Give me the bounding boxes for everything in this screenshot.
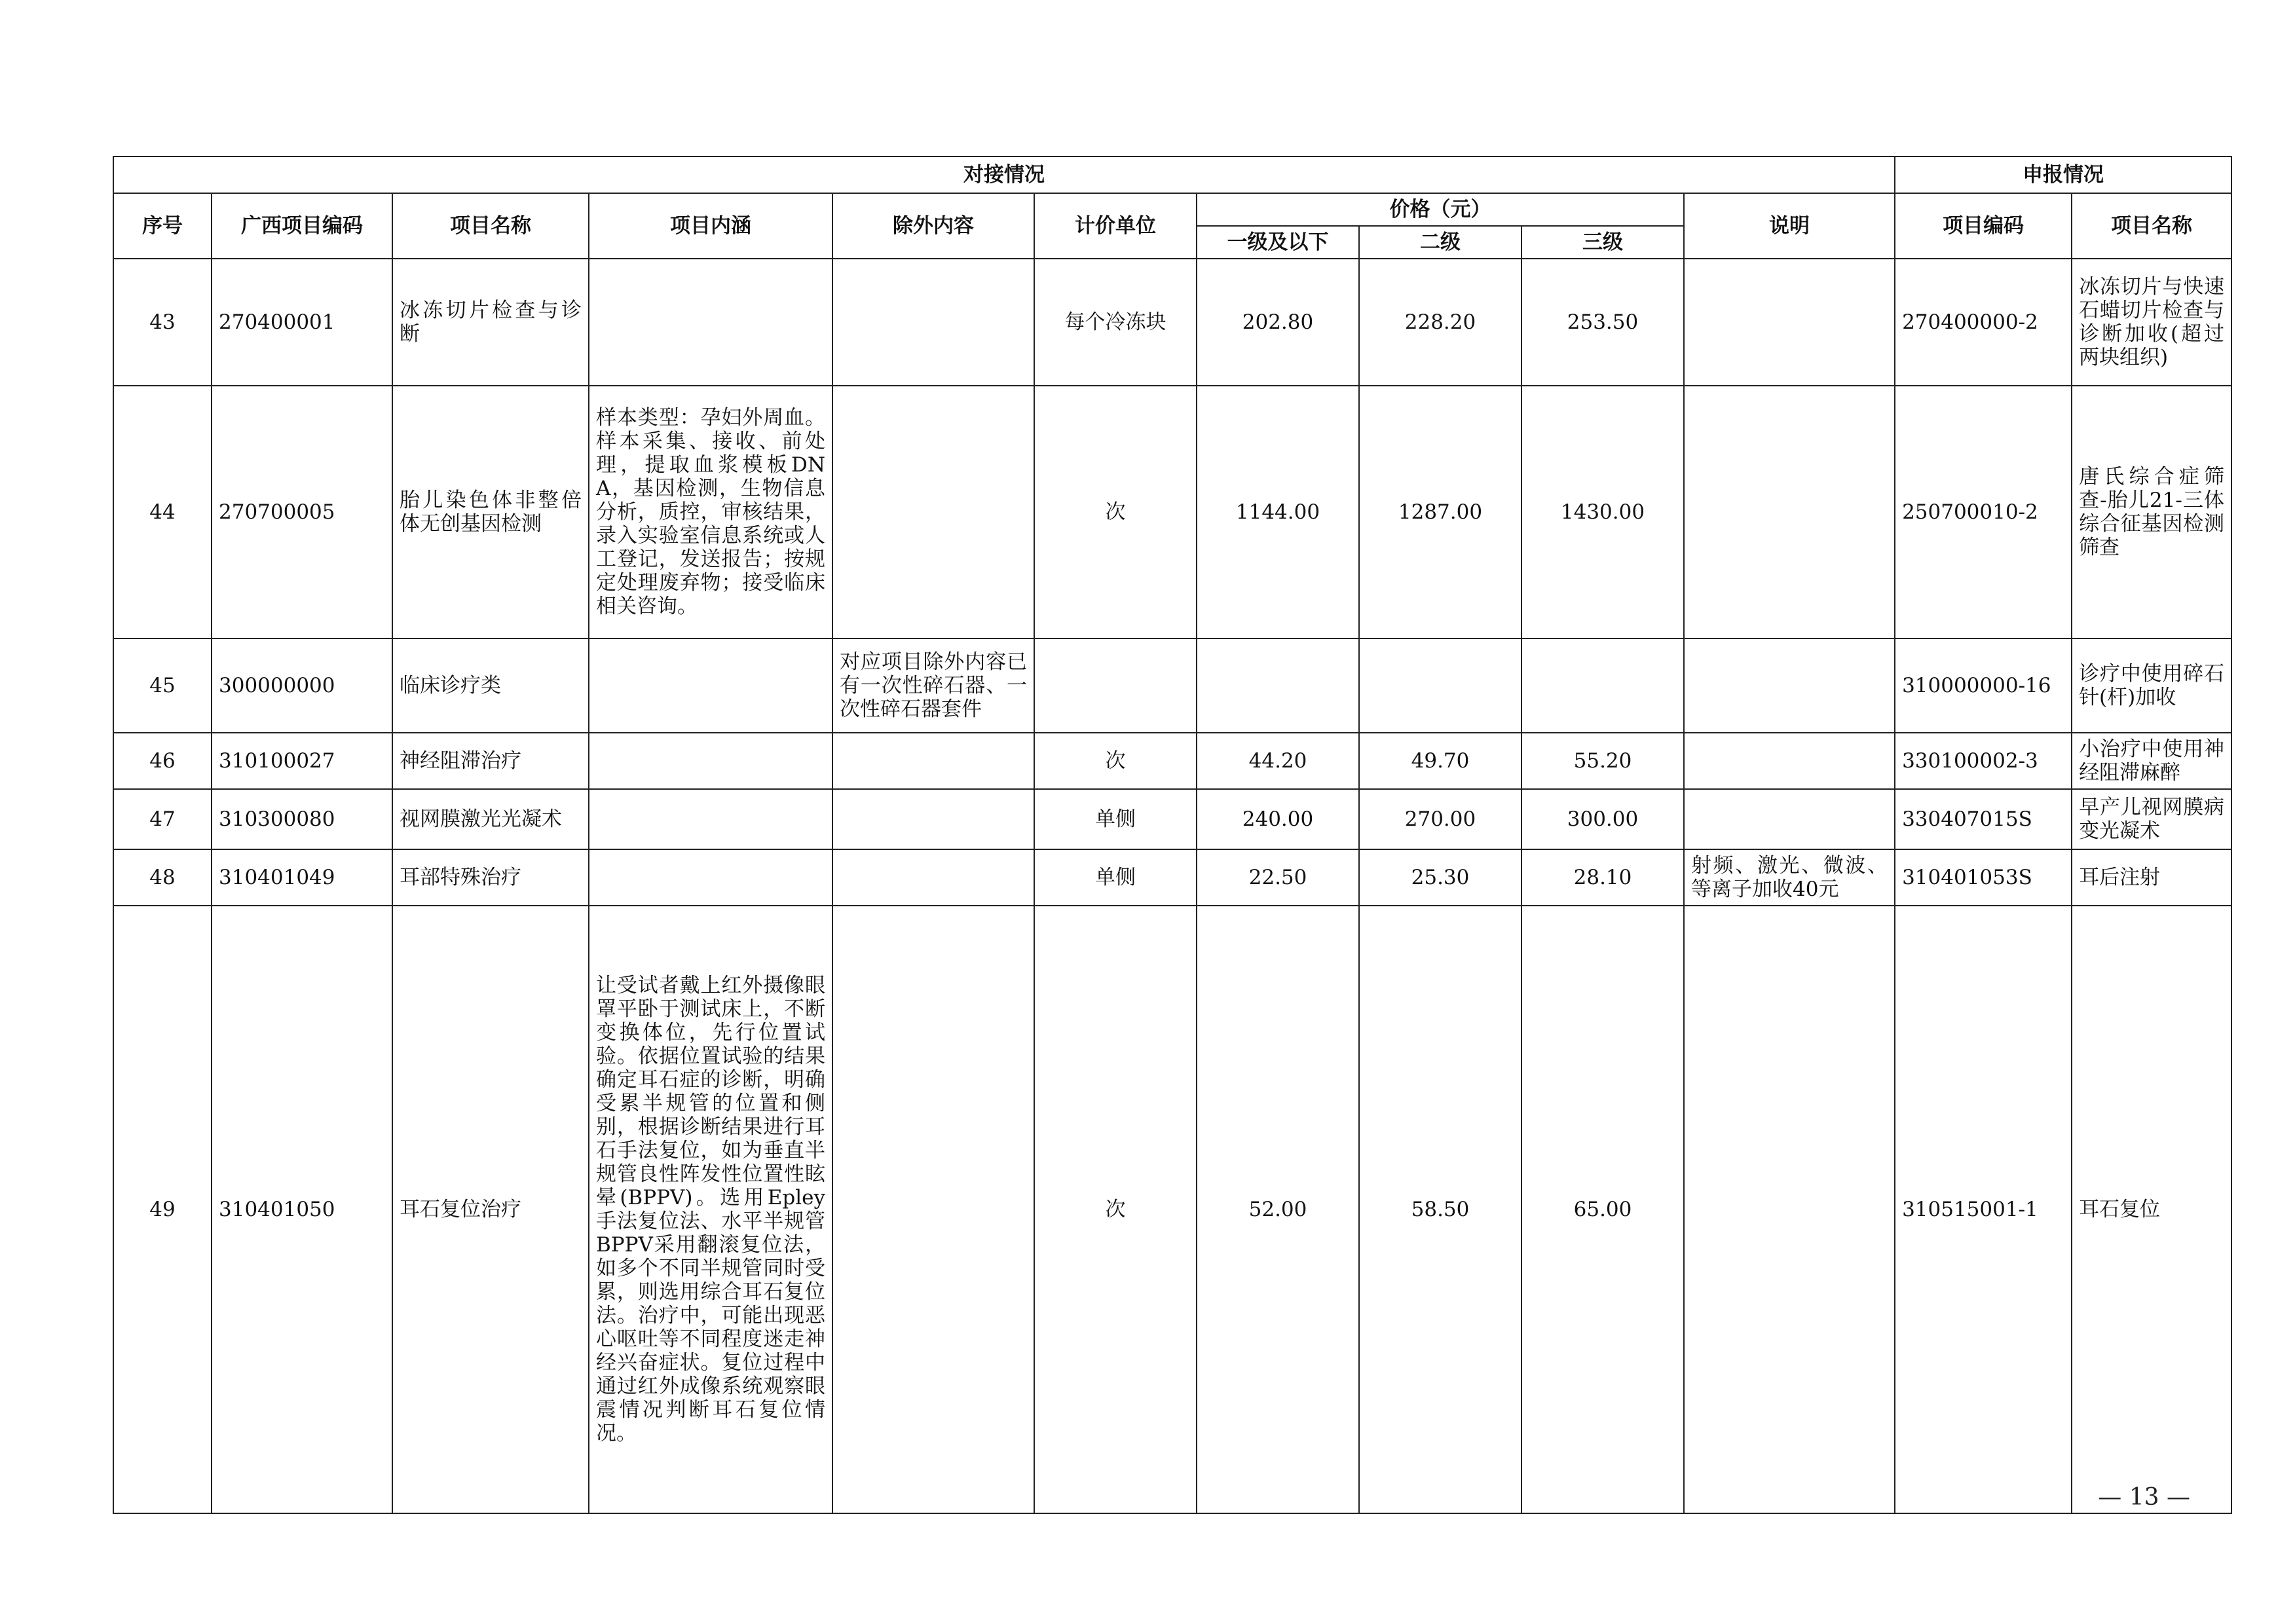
cell-content	[589, 849, 832, 906]
cell-gx-code: 310300080	[212, 789, 392, 849]
cell-price-level3: 1430.00	[1521, 386, 1684, 638]
cell-exclusions	[832, 789, 1034, 849]
cell-decl-name: 耳石复位	[2072, 906, 2231, 1513]
header-content: 项目内涵	[589, 193, 832, 259]
cell-unit: 次	[1034, 906, 1197, 1513]
cell-unit: 次	[1034, 733, 1197, 789]
header-exclusions: 除外内容	[832, 193, 1034, 259]
cell-decl-name: 小治疗中使用神经阻滞麻醉	[2072, 733, 2231, 789]
cell-price-level1: 52.00	[1197, 906, 1359, 1513]
cell-decl-code: 310515001-1	[1895, 906, 2072, 1513]
cell-decl-code: 330100002-3	[1895, 733, 2072, 789]
cell-seq: 45	[113, 638, 212, 733]
cell-notes	[1684, 733, 1895, 789]
cell-unit: 次	[1034, 386, 1197, 638]
cell-gx-code: 310401049	[212, 849, 392, 906]
cell-decl-code: 270400000-2	[1895, 259, 2072, 386]
cell-name: 耳石复位治疗	[392, 906, 589, 1513]
header-price-level3: 三级	[1521, 226, 1684, 259]
cell-seq: 44	[113, 386, 212, 638]
cell-decl-name: 耳后注射	[2072, 849, 2231, 906]
cell-price-level2: 58.50	[1359, 906, 1521, 1513]
table-row	[113, 259, 2231, 386]
table-row	[113, 638, 2231, 733]
cell-decl-code: 310401053S	[1895, 849, 2072, 906]
cell-price-level2: 270.00	[1359, 789, 1521, 849]
cell-price-level2: 49.70	[1359, 733, 1521, 789]
cell-decl-code: 330407015S	[1895, 789, 2072, 849]
cell-price-level1: 22.50	[1197, 849, 1359, 906]
cell-gx-code: 310401050	[212, 906, 392, 1513]
header-seq: 序号	[113, 193, 212, 259]
group-header-docking: 对接情况	[113, 157, 1895, 193]
cell-gx-code: 270700005	[212, 386, 392, 638]
header-name: 项目名称	[392, 193, 589, 259]
cell-content	[589, 733, 832, 789]
cell-content: 样本类型：孕妇外周血。样本采集、接收、前处理，提取血浆模板DNA，基因检测，生物信息分析，质控，审核结果，录入实验室信息系统或人工登记，发送报告；按规定处理废弃物；接受临床相关咨询。	[589, 386, 832, 638]
cell-name: 神经阻滞治疗	[392, 733, 589, 789]
cell-content	[589, 259, 832, 386]
cell-name: 视网膜激光光凝术	[392, 789, 589, 849]
cell-decl-name: 诊疗中使用碎石针(杆)加收	[2072, 638, 2231, 733]
cell-decl-name: 唐氏综合症筛查-胎儿21-三体综合征基因检测筛查	[2072, 386, 2231, 638]
header-price-group: 价格（元）	[1197, 193, 1684, 226]
cell-exclusions	[832, 259, 1034, 386]
cell-price-level1: 202.80	[1197, 259, 1359, 386]
cell-unit: 单侧	[1034, 789, 1197, 849]
cell-price-level1: 1144.00	[1197, 386, 1359, 638]
cell-exclusions: 对应项目除外内容已有一次性碎石器、一次性碎石器套件	[832, 638, 1034, 733]
cell-price-level2: 228.20	[1359, 259, 1521, 386]
cell-price-level1	[1197, 638, 1359, 733]
cell-unit	[1034, 638, 1197, 733]
header-gx-code: 广西项目编码	[212, 193, 392, 259]
cell-seq: 46	[113, 733, 212, 789]
cell-gx-code: 300000000	[212, 638, 392, 733]
cell-name: 冰冻切片检查与诊断	[392, 259, 589, 386]
group-header-declaration: 申报情况	[1895, 157, 2231, 193]
header-decl-code: 项目编码	[1895, 193, 2072, 259]
table-row	[113, 789, 2231, 849]
cell-price-level3: 55.20	[1521, 733, 1684, 789]
cell-name: 临床诊疗类	[392, 638, 589, 733]
header-price-level2: 二级	[1359, 226, 1521, 259]
pricing-table	[113, 156, 2232, 1514]
cell-content	[589, 789, 832, 849]
cell-decl-code: 310000000-16	[1895, 638, 2072, 733]
cell-price-level3: 300.00	[1521, 789, 1684, 849]
cell-decl-name: 早产儿视网膜病变光凝术	[2072, 789, 2231, 849]
cell-seq: 47	[113, 789, 212, 849]
cell-unit: 单侧	[1034, 849, 1197, 906]
cell-gx-code: 270400001	[212, 259, 392, 386]
cell-unit: 每个冷冻块	[1034, 259, 1197, 386]
cell-price-level1: 44.20	[1197, 733, 1359, 789]
cell-exclusions	[832, 386, 1034, 638]
table-row	[113, 733, 2231, 789]
cell-seq: 49	[113, 906, 212, 1513]
cell-name: 耳部特殊治疗	[392, 849, 589, 906]
cell-content: 让受试者戴上红外摄像眼罩平卧于测试床上，不断变换体位，先行位置试验。依据位置试验的结果确定耳石症的诊断，明确受累半规管的位置和侧别，根据诊断结果进行耳石手法复位，如为垂直半规管良性阵发性位置性眩晕(BPPV)。选用Epley手法复位法、水平半规管BPPV采用翻滚复位法，如多个不同半规管同时受累，则选用综合耳石复位法。治疗中，可能出现恶心呕吐等不同程度迷走神经兴奋症状。复位过程中通过红外成像系统观察眼震情况判断耳石复位情况。	[589, 906, 832, 1513]
cell-price-level2: 1287.00	[1359, 386, 1521, 638]
cell-notes	[1684, 638, 1895, 733]
cell-notes	[1684, 259, 1895, 386]
cell-price-level2: 25.30	[1359, 849, 1521, 906]
cell-decl-name: 冰冻切片与快速石蜡切片检查与诊断加收(超过两块组织)	[2072, 259, 2231, 386]
cell-content	[589, 638, 832, 733]
cell-exclusions	[832, 906, 1034, 1513]
header-price-level1: 一级及以下	[1197, 226, 1359, 259]
cell-price-level1: 240.00	[1197, 789, 1359, 849]
cell-name: 胎儿染色体非整倍体无创基因检测	[392, 386, 589, 638]
cell-notes	[1684, 386, 1895, 638]
table-row	[113, 386, 2231, 638]
cell-exclusions	[832, 733, 1034, 789]
cell-seq: 43	[113, 259, 212, 386]
page-number: — 13 —	[2098, 1484, 2190, 1511]
cell-notes	[1684, 789, 1895, 849]
cell-notes	[1684, 906, 1895, 1513]
header-unit: 计价单位	[1034, 193, 1197, 259]
cell-price-level3: 253.50	[1521, 259, 1684, 386]
cell-decl-code: 250700010-2	[1895, 386, 2072, 638]
header-notes: 说明	[1684, 193, 1895, 259]
cell-price-level3: 28.10	[1521, 849, 1684, 906]
table-row	[113, 906, 2231, 1513]
table-row	[113, 849, 2231, 906]
cell-price-level3	[1521, 638, 1684, 733]
cell-gx-code: 310100027	[212, 733, 392, 789]
cell-price-level2	[1359, 638, 1521, 733]
cell-exclusions	[832, 849, 1034, 906]
header-decl-name: 项目名称	[2072, 193, 2231, 259]
cell-notes: 射频、激光、微波、等离子加收40元	[1684, 849, 1895, 906]
cell-price-level3: 65.00	[1521, 906, 1684, 1513]
cell-seq: 48	[113, 849, 212, 906]
